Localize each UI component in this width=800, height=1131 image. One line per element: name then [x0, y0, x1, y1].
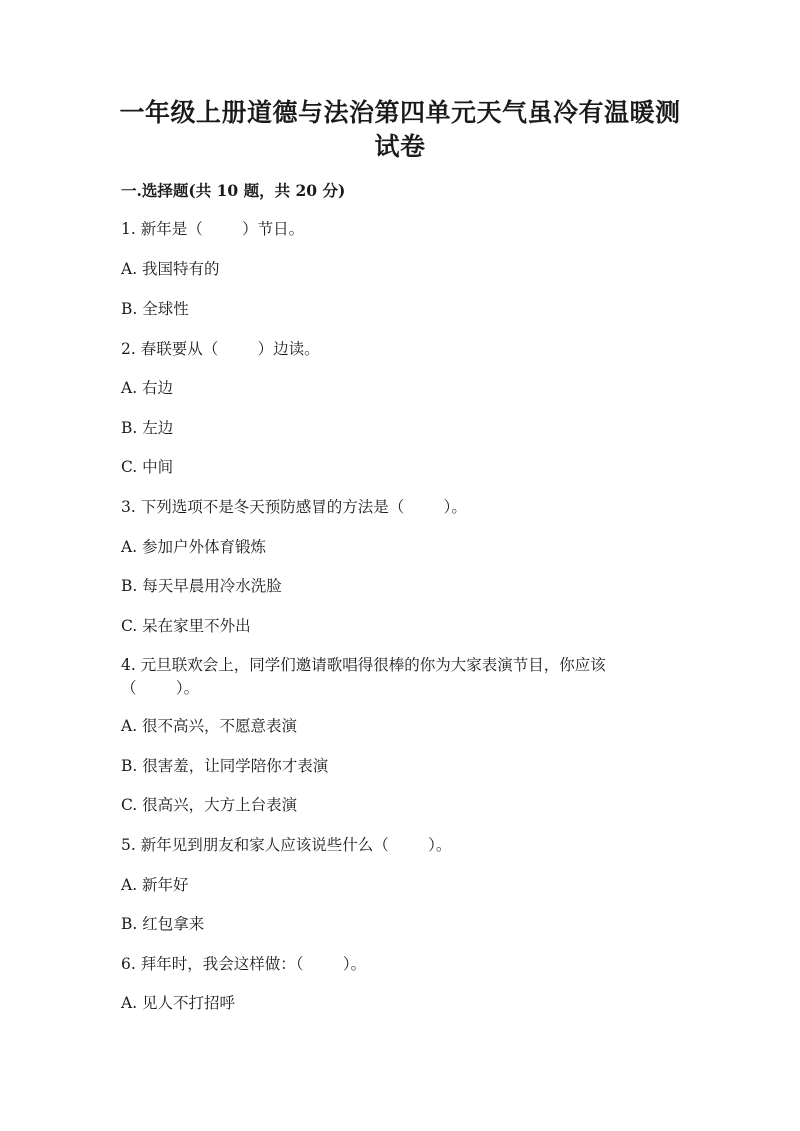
question-5: 5. 新年见到朋友和家人应该说些什么（ ）。 — [121, 836, 452, 854]
exam-title-line-2: 试卷 — [374, 132, 426, 161]
option-3a: A. 参加户外体育锻炼 — [121, 538, 267, 556]
question-1: 1. 新年是（ ）节日。 — [121, 220, 305, 238]
option-2c: C. 中间 — [121, 458, 174, 476]
question-2: 2. 春联要从（ ）边读。 — [121, 340, 320, 358]
question-4-continued: （ ）。 — [121, 679, 200, 697]
option-5b: B. 红包拿来 — [121, 915, 205, 933]
question-3: 3. 下列选项不是冬天预防感冒的方法是（ ）。 — [121, 498, 467, 516]
exam-title-line-1: 一年级上册道德与法治第四单元天气虽冷有温暖测 — [119, 98, 681, 127]
question-4: 4. 元旦联欢会上，同学们邀请歌唱得很棒的你为大家表演节目，你应该 — [121, 656, 606, 674]
option-4c: C. 很高兴，大方上台表演 — [121, 796, 298, 814]
option-1a: A. 我国特有的 — [121, 260, 220, 278]
option-5a: A. 新年好 — [121, 876, 189, 894]
option-4b: B. 很害羞，让同学陪你才表演 — [121, 757, 329, 775]
question-6: 6. 拜年时，我会这样做：（ ）。 — [121, 955, 367, 973]
option-2b: B. 左边 — [121, 419, 174, 437]
option-3c: C. 呆在家里不外出 — [121, 617, 251, 635]
option-6a: A. 见人不打招呼 — [121, 994, 236, 1012]
section-heading: 一.选择题(共 10 题，共 20 分) — [121, 181, 346, 200]
option-3b: B. 每天早晨用冷水洗脸 — [121, 577, 282, 595]
option-4a: A. 很不高兴，不愿意表演 — [121, 717, 298, 735]
option-2a: A. 右边 — [121, 379, 174, 397]
option-1b: B. 全球性 — [121, 300, 189, 318]
